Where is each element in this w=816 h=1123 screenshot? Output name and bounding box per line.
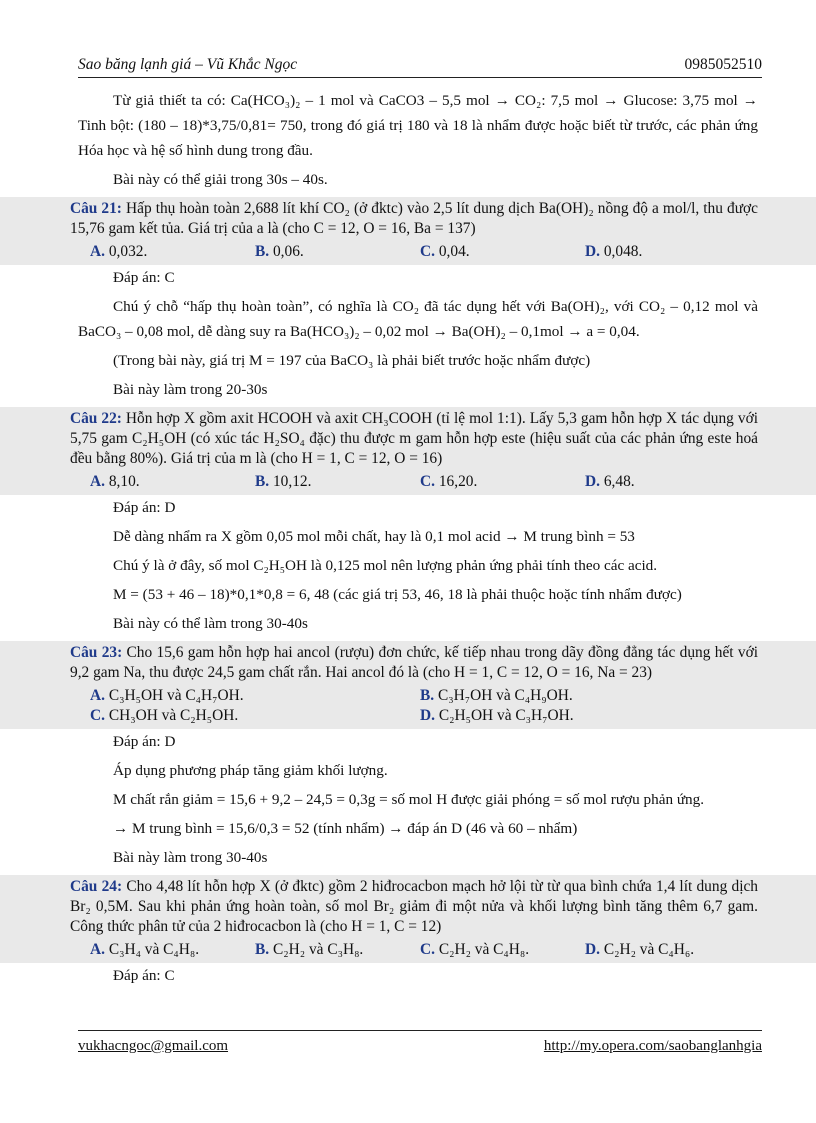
question-23 bbox=[0, 641, 816, 686]
solution-method: Áp dụng phương pháp tăng giảm khối lượng. bbox=[113, 762, 388, 779]
intro-time-note: Bài này có thể giải trong 30s – 40s. bbox=[113, 171, 328, 188]
question-23-options-row1 bbox=[0, 686, 816, 706]
option-c: C. C₂H₂ và C₄H₈. bbox=[420, 941, 530, 958]
option-b: B. C₂H₂ và C₃H₈. bbox=[255, 941, 364, 958]
option-a: A. 0,032. bbox=[90, 243, 148, 260]
option-a: A. C₃H₄ và C₄H₈. bbox=[90, 941, 200, 958]
option-d: D. 6,48. bbox=[585, 473, 635, 490]
solution-note: (Trong bài này, giá trị M = 197 của BaCO₃ là phải biết trước hoặc nhẩm được) bbox=[113, 352, 591, 369]
solution-time: Bài này làm trong 30-40s bbox=[113, 849, 268, 866]
option-a: A. 8,10. bbox=[90, 473, 140, 490]
option-c: C. CH₃OH và C₂H₅OH. bbox=[90, 707, 239, 724]
question-label: Câu 23: bbox=[70, 644, 123, 661]
answer: Đáp án: C bbox=[113, 269, 175, 286]
answer: Đáp án: C bbox=[113, 967, 175, 984]
question-text: Hấp thụ hoàn toàn 2,688 lít khí CO₂ (ở đktc) vào 2,5 lít dung dịch Ba(OH)₂ nồng độ a mol/l, thu được 15,76 gam kết tủa. Giá trị của a là (cho C = 12, O = 16, Ba = 137) bbox=[70, 200, 759, 237]
solution-text: Dễ dàng nhẩm ra X gồm 0,05 mol mỗi chất, hay là 0,1 mol acid → M trung bình = 53 bbox=[113, 528, 635, 545]
answer: Đáp án: D bbox=[113, 499, 176, 516]
answer: Đáp án: D bbox=[113, 733, 176, 750]
option-c: C. 0,04. bbox=[420, 243, 470, 260]
question-label: Câu 21: bbox=[70, 200, 122, 217]
solution-note: Chú ý là ở đây, số mol C₂H₅OH là 0,125 mol nên lượng phản ứng phải tính theo các acid. bbox=[113, 557, 658, 574]
page-footer bbox=[78, 1030, 762, 1055]
solution-text: M chất rắn giảm = 15,6 + 9,2 – 24,5 = 0,3g = số mol H được giải phóng = số mol rượu phản ứng. bbox=[113, 791, 705, 808]
option-c: C. 16,20. bbox=[420, 473, 478, 490]
question-24 bbox=[0, 875, 816, 940]
header-title: Sao băng lạnh giá – Vũ Khắc Ngọc bbox=[78, 56, 298, 73]
question-23-options-row2 bbox=[0, 706, 816, 729]
header-phone: 0985052510 bbox=[684, 56, 762, 73]
intro-paragraph: Từ giả thiết ta có: Ca(HCO₃)₂ – 1 mol và CaCO3 – 5,5 mol → CO₂: 7,5 mol → Glucose: 3,75 mol → Tinh bột: (180 – 18)*3,75/0,81= 750, trong đó giá trị 180 và 18 là nhẩm được hoặc biết từ trước, các phản ứng Hóa học và hệ số hình dung trong đầu. bbox=[78, 92, 758, 159]
page-header bbox=[78, 50, 762, 78]
question-label: Câu 24: bbox=[70, 878, 123, 895]
option-d: D. 0,048. bbox=[585, 243, 643, 260]
option-b: B. 10,12. bbox=[255, 473, 312, 490]
solution-text: Chú ý chỗ “hấp thụ hoàn toàn”, có nghĩa là CO₂ đã tác dụng hết với Ba(OH)₂, với CO₂ – 0,12 mol và BaCO₃ – 0,08 mol, dễ dàng suy ra Ba(HCO₃)₂ – 0,02 mol → Ba(OH)₂ – 0,1mol → a = 0,04. bbox=[78, 298, 758, 340]
footer-email-link[interactable]: vukhacngoc@gmail.com bbox=[78, 1038, 229, 1054]
question-text: Cho 4,48 lít hỗn hợp X (ở đktc) gồm 2 hiđrocacbon mạch hở lội từ từ qua bình chứa 1,4 lít dung dịch Br₂ 0,5M. Sau khi phản ứng hoàn toàn, số mol Br₂ giảm đi một nửa và khối lượng bình tăng thêm 6,7 gam. Công thức phân tử của 2 hiđrocacbon là (cho H = 1, C = 12) bbox=[70, 878, 758, 935]
footer-url-link[interactable]: http://my.opera.com/saobanglanhgia bbox=[543, 1038, 762, 1054]
question-text: Cho 15,6 gam hỗn hợp hai ancol (rượu) đơn chức, kế tiếp nhau trong dãy đồng đẳng tác dụng hết với 9,2 gam Na, thu được 24,5 gam chất rắn. Hai ancol đó là (cho H = 1, C = 12, O = 16, Na = 23) bbox=[70, 644, 758, 681]
question-22 bbox=[0, 407, 816, 472]
option-d: D. C₂H₅OH và C₃H₇OH. bbox=[420, 707, 574, 724]
option-d: D. C₂H₂ và C₄H₆. bbox=[585, 941, 695, 958]
solution-formula: M = (53 + 46 – 18)*0,1*0,8 = 6, 48 (các giá trị 53, 46, 18 là phải thuộc hoặc tính nhẩm được) bbox=[113, 586, 682, 603]
question-22-options bbox=[0, 472, 816, 495]
question-21-options bbox=[0, 242, 816, 265]
solution-result: → M trung bình = 15,6/0,3 = 52 (tính nhẩm) → đáp án D (46 và 60 – nhẩm) bbox=[113, 820, 578, 837]
solution-time: Bài này có thể làm trong 30-40s bbox=[113, 615, 308, 632]
question-21 bbox=[0, 197, 816, 242]
option-b: B. 0,06. bbox=[255, 243, 304, 260]
solution-time: Bài này làm trong 20-30s bbox=[113, 381, 268, 398]
option-a: A. C₃H₅OH và C₄H₇OH. bbox=[90, 687, 244, 704]
page-content bbox=[0, 88, 816, 988]
question-label: Câu 22: bbox=[70, 410, 122, 427]
option-b: B. C₃H₇OH và C₄H₉OH. bbox=[420, 687, 573, 704]
question-text: Hỗn hợp X gồm axit HCOOH và axit CH₃COOH (tỉ lệ mol 1:1). Lấy 5,3 gam hỗn hợp X tác dụng với 5,75 gam C₂H₅OH (có xúc tác H₂SO₄ đặc) thu được m gam hỗn hợp este (hiệu suất của các phản ứng este hoá đều bằng 80%). Giá trị của m là (cho H = 1, C = 12, O = 16) bbox=[70, 410, 758, 467]
question-24-options bbox=[0, 940, 816, 963]
